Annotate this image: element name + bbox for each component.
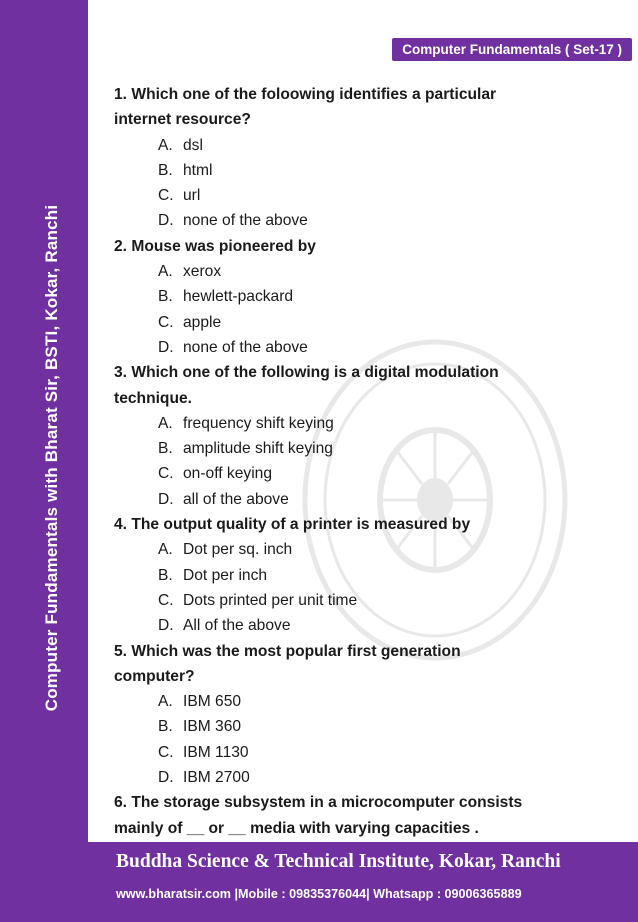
- option-item: [114, 133, 619, 158]
- question-line: The storage subsystem in a microcomputer consists: [131, 794, 523, 812]
- question-line: The output quality of a printer is measured by: [131, 516, 471, 534]
- contact-line: www.bharatsir.com |Mobile : 09835376044| Whatsapp : 09006365889: [116, 887, 522, 901]
- option-item: [114, 613, 619, 638]
- question-text: [114, 512, 619, 537]
- option-letter: B.: [158, 288, 173, 306]
- option-item: [114, 537, 619, 562]
- question-line: mainly of __ or __ media with varying capacities .: [114, 819, 479, 837]
- option-text: all of the above: [183, 490, 289, 508]
- question-number: 3.: [114, 364, 128, 382]
- option-letter: B.: [158, 161, 173, 179]
- side-banner-text: Computer Fundamentals with Bharat Sir, BSTI, Kokar, Ranchi: [42, 204, 61, 712]
- option-item: [114, 183, 619, 208]
- option-text: dsl: [183, 136, 203, 154]
- option-item: [114, 563, 619, 588]
- question-line: Mouse was pioneered by: [131, 237, 316, 255]
- option-text: frequency shift keying: [183, 414, 334, 432]
- option-item: [114, 714, 619, 739]
- question-block: [114, 639, 619, 791]
- option-letter: D.: [158, 490, 174, 508]
- option-item: [114, 740, 619, 765]
- footer-banner: [88, 842, 638, 922]
- option-letter: A.: [158, 136, 173, 154]
- option-text: Dots printed per unit time: [183, 591, 358, 609]
- question-number: 2.: [114, 237, 128, 255]
- question-block: [114, 82, 619, 234]
- option-letter: A.: [158, 414, 173, 432]
- option-item: [114, 411, 619, 436]
- question-block: [114, 360, 619, 512]
- option-letter: D.: [158, 212, 174, 230]
- option-item: [114, 461, 619, 486]
- question-number: 1.: [114, 86, 128, 103]
- question-text: [114, 639, 619, 664]
- option-item: [114, 588, 619, 613]
- set-badge: Computer Fundamentals ( Set-17 ): [392, 38, 632, 61]
- question-line: internet resource?: [114, 111, 251, 129]
- option-item: [114, 208, 619, 233]
- option-text: xerox: [183, 263, 222, 281]
- option-letter: B.: [158, 440, 173, 458]
- option-text: IBM 2700: [183, 769, 250, 787]
- option-letter: C.: [158, 743, 174, 761]
- question-line: Which was the most popular first generation: [131, 642, 461, 660]
- option-item: [114, 158, 619, 183]
- option-text: IBM 1130: [183, 743, 249, 761]
- option-text: IBM 650: [183, 693, 242, 711]
- option-letter: C.: [158, 313, 174, 331]
- option-item: [114, 335, 619, 360]
- question-number: 5.: [114, 642, 128, 660]
- option-letter: D.: [158, 617, 174, 635]
- question-block: [114, 512, 619, 638]
- option-letter: C.: [158, 187, 174, 205]
- option-text: on-off keying: [183, 465, 273, 483]
- question-line: Which one of the following is a digital modulation: [131, 364, 499, 382]
- option-text: Dot per sq. inch: [183, 541, 293, 559]
- option-text: apple: [183, 313, 222, 331]
- option-text: hewlett-packard: [183, 288, 294, 306]
- question-line: Which one of the foloowing identifies a particular: [131, 86, 497, 103]
- option-text: IBM 360: [183, 718, 242, 736]
- institute-name: Buddha Science & Technical Institute, Kokar, Ranchi: [116, 851, 561, 872]
- question-text: [114, 360, 619, 385]
- option-text: amplitude shift keying: [183, 440, 333, 458]
- option-letter: B.: [158, 718, 173, 736]
- question-list: [114, 82, 619, 841]
- option-item: [114, 689, 619, 714]
- option-item: [114, 765, 619, 790]
- question-block: [114, 790, 619, 841]
- question-text: [114, 82, 619, 107]
- option-item: [114, 284, 619, 309]
- option-item: [114, 487, 619, 512]
- question-line: computer?: [114, 667, 195, 685]
- option-text: Dot per inch: [183, 566, 268, 584]
- question-text: [114, 790, 619, 815]
- question-number: 6.: [114, 794, 128, 812]
- side-banner: [0, 0, 88, 922]
- option-letter: D.: [158, 769, 174, 787]
- option-item: [114, 436, 619, 461]
- option-text: none of the above: [183, 212, 308, 230]
- option-letter: D.: [158, 338, 174, 356]
- question-text: [114, 234, 619, 259]
- option-item: [114, 259, 619, 284]
- option-text: html: [183, 161, 213, 179]
- option-letter: C.: [158, 591, 174, 609]
- option-letter: C.: [158, 465, 174, 483]
- option-text: url: [183, 187, 201, 205]
- question-line: technique.: [114, 389, 192, 407]
- option-letter: B.: [158, 566, 173, 584]
- option-letter: A.: [158, 693, 173, 711]
- option-item: [114, 310, 619, 335]
- question-number: 4.: [114, 516, 128, 534]
- question-block: [114, 234, 619, 360]
- option-text: All of the above: [183, 617, 291, 635]
- option-text: none of the above: [183, 338, 308, 356]
- option-letter: A.: [158, 263, 173, 281]
- option-letter: A.: [158, 541, 173, 559]
